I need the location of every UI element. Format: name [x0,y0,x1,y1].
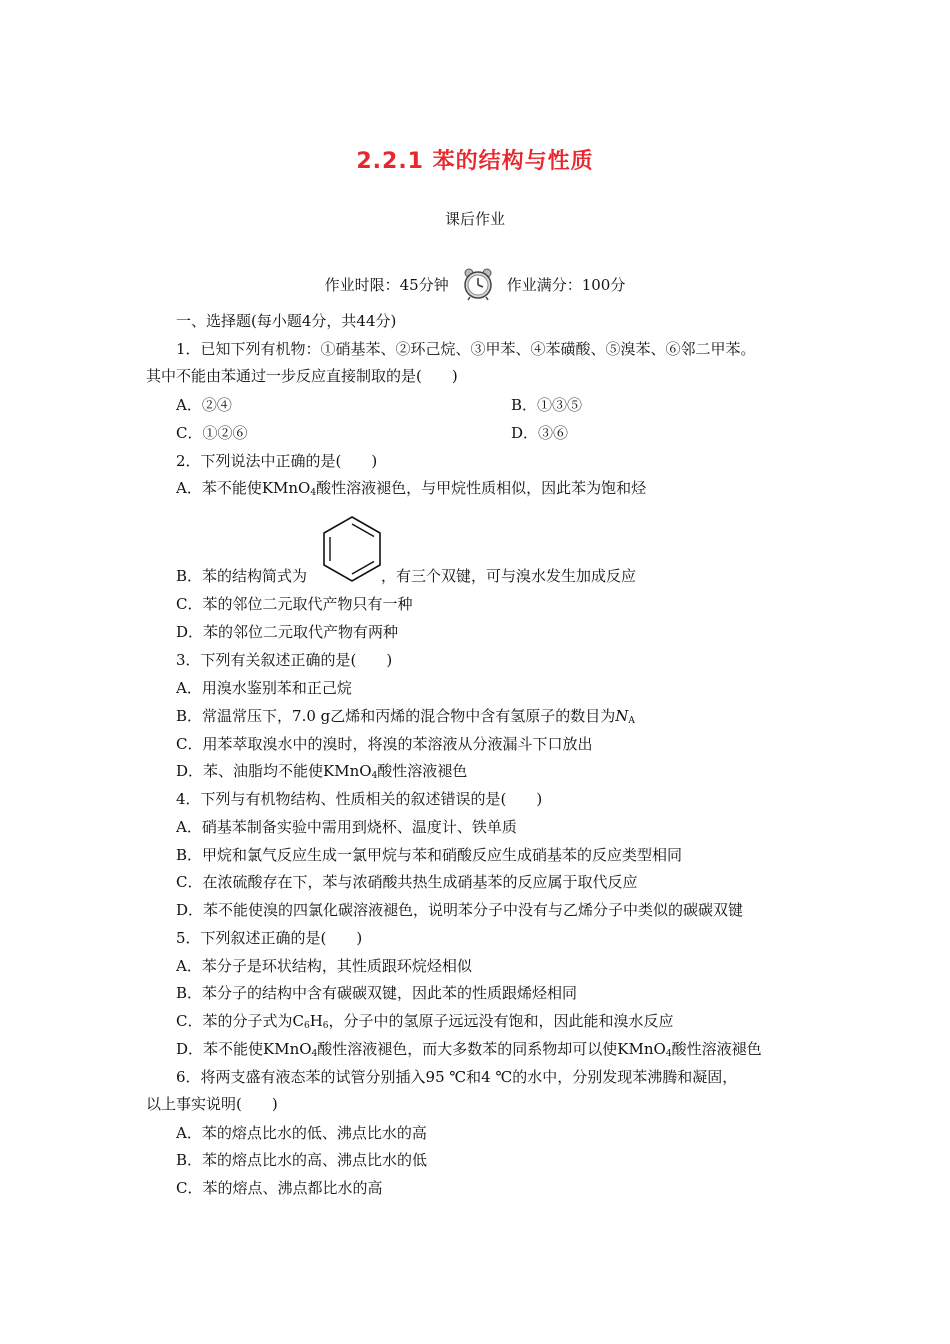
q5-option-c-text-rest: ，分子中的氢原子远远没有饱和，因此能和溴水反应 [328,1012,674,1030]
subscript: 6 [303,1021,310,1031]
q2-option-b [176,566,636,586]
q3-option-d-text-rest: 酸性溶液褪色 [377,762,468,780]
q3-option-b-text: B．常温常压下，7.0 g乙烯和丙烯的混合物中含有氢原子的数目为 [176,707,616,725]
q4-option-c: C．在浓硫酸存在下，苯与浓硝酸共热生成硝基苯的反应属于取代反应 [176,873,638,891]
alarm-clock-icon [461,267,495,301]
q5-stem: 5．下列叙述正确的是( ) [176,929,363,947]
q3-stem: 3．下列有关叙述正确的是( ) [176,651,393,669]
q2-option-a-text-rest: 酸性溶液褪色，与甲烷性质相似，因此苯为饱和烃 [316,479,647,497]
q2-option-b-text: B．苯的结构简式为 [176,567,308,585]
q6-option-a: A．苯的熔点比水的低、沸点比水的高 [176,1124,427,1142]
subscript: 4 [371,771,378,781]
q3-option-a: A．用溴水鉴别苯和正己烷 [176,679,352,697]
q2-option-a [176,478,646,503]
avogadro-symbol: N [615,707,629,725]
q1-stem-line2: 其中不能由苯通过一步反应直接制取的是( ) [146,367,458,385]
subscript: A [628,716,635,726]
section-heading: 一、选择题(每小题4分，共44分) [176,312,397,330]
q5-option-c-h: H [309,1012,323,1030]
q3-option-c: C．用苯萃取溴水中的溴时，将溴的苯溶液从分液漏斗下口放出 [176,735,593,753]
q1-option-c: C．①②⑥ [176,424,248,442]
q4-option-a: A．硝基苯制备实验中需用到烧杯、温度计、铁单质 [176,818,517,836]
q2-option-b-text-rest: ，有三个双键，可与溴水发生加成反应 [381,567,637,585]
full-score: 作业满分：100分 [506,275,626,294]
page-title: 2.2.1 苯的结构与性质 [356,149,594,174]
q2-option-c: C．苯的邻位二元取代产物只有一种 [176,595,413,613]
time-limit: 作业时限：45分钟 [324,275,449,294]
subscript: 6 [322,1021,329,1031]
q5-option-c-text: C．苯的分子式为C [176,1012,304,1030]
q1-option-a: A．②④ [176,396,232,414]
q3-option-b [176,706,635,731]
q4-option-b: B．甲烷和氯气反应生成一氯甲烷与苯和硝酸反应生成硝基苯的反应类型相同 [176,846,683,864]
q3-option-d-text: D．苯、油脂均不能使KMnO [176,762,372,780]
q6-option-c: C．苯的熔点、沸点都比水的高 [176,1179,383,1197]
q5-option-d [176,1039,762,1064]
q5-option-b: B．苯分子的结构中含有碳碳双键，因此苯的性质跟烯烃相同 [176,984,578,1002]
subscript: 4 [311,1049,318,1059]
q5-option-a: A．苯分子是环状结构，其性质跟环烷烃相似 [176,957,472,975]
q6-stem-line1: 6．将两支盛有液态苯的试管分别插入95 ℃和4 ℃的水中，分别发现苯沸腾和凝固， [176,1068,738,1086]
page-subtitle: 课后作业 [444,210,505,228]
q5-option-d-text-rest: 酸性溶液褪色 [671,1040,762,1058]
q2-stem: 2．下列说法中正确的是( ) [176,452,378,470]
subscript: 4 [310,488,317,498]
subscript: 4 [665,1049,672,1059]
q4-stem: 4．下列与有机物结构、性质相关的叙述错误的是( ) [176,790,543,808]
q3-option-d [176,761,467,786]
q5-option-c [176,1011,674,1036]
q5-option-d-text: D．苯不能使KMnO [176,1040,312,1058]
q4-option-d: D．苯不能使溴的四氯化碳溶液褪色，说明苯分子中没有与乙烯分子中类似的碳碳双键 [176,901,744,919]
q1-option-b: B．①③⑤ [511,396,583,414]
q1-stem-line1: 1．已知下列有机物：①硝基苯、②环己烷、③甲苯、④苯磺酸、⑤溴苯、⑥邻二甲苯。 [176,340,756,358]
q2-option-d: D．苯的邻位二元取代产物有两种 [176,623,399,641]
q1-option-d: D．③⑥ [511,424,569,442]
q6-option-b: B．苯的熔点比水的高、沸点比水的低 [176,1151,428,1169]
q5-option-d-text-mid: 酸性溶液褪色，而大多数苯的同系物却可以使KMnO [317,1040,666,1058]
q6-stem-line2: 以上事实说明( ) [146,1095,278,1113]
q2-option-a-text: A．苯不能使KMnO [176,479,311,497]
assignment-meta [0,264,950,304]
